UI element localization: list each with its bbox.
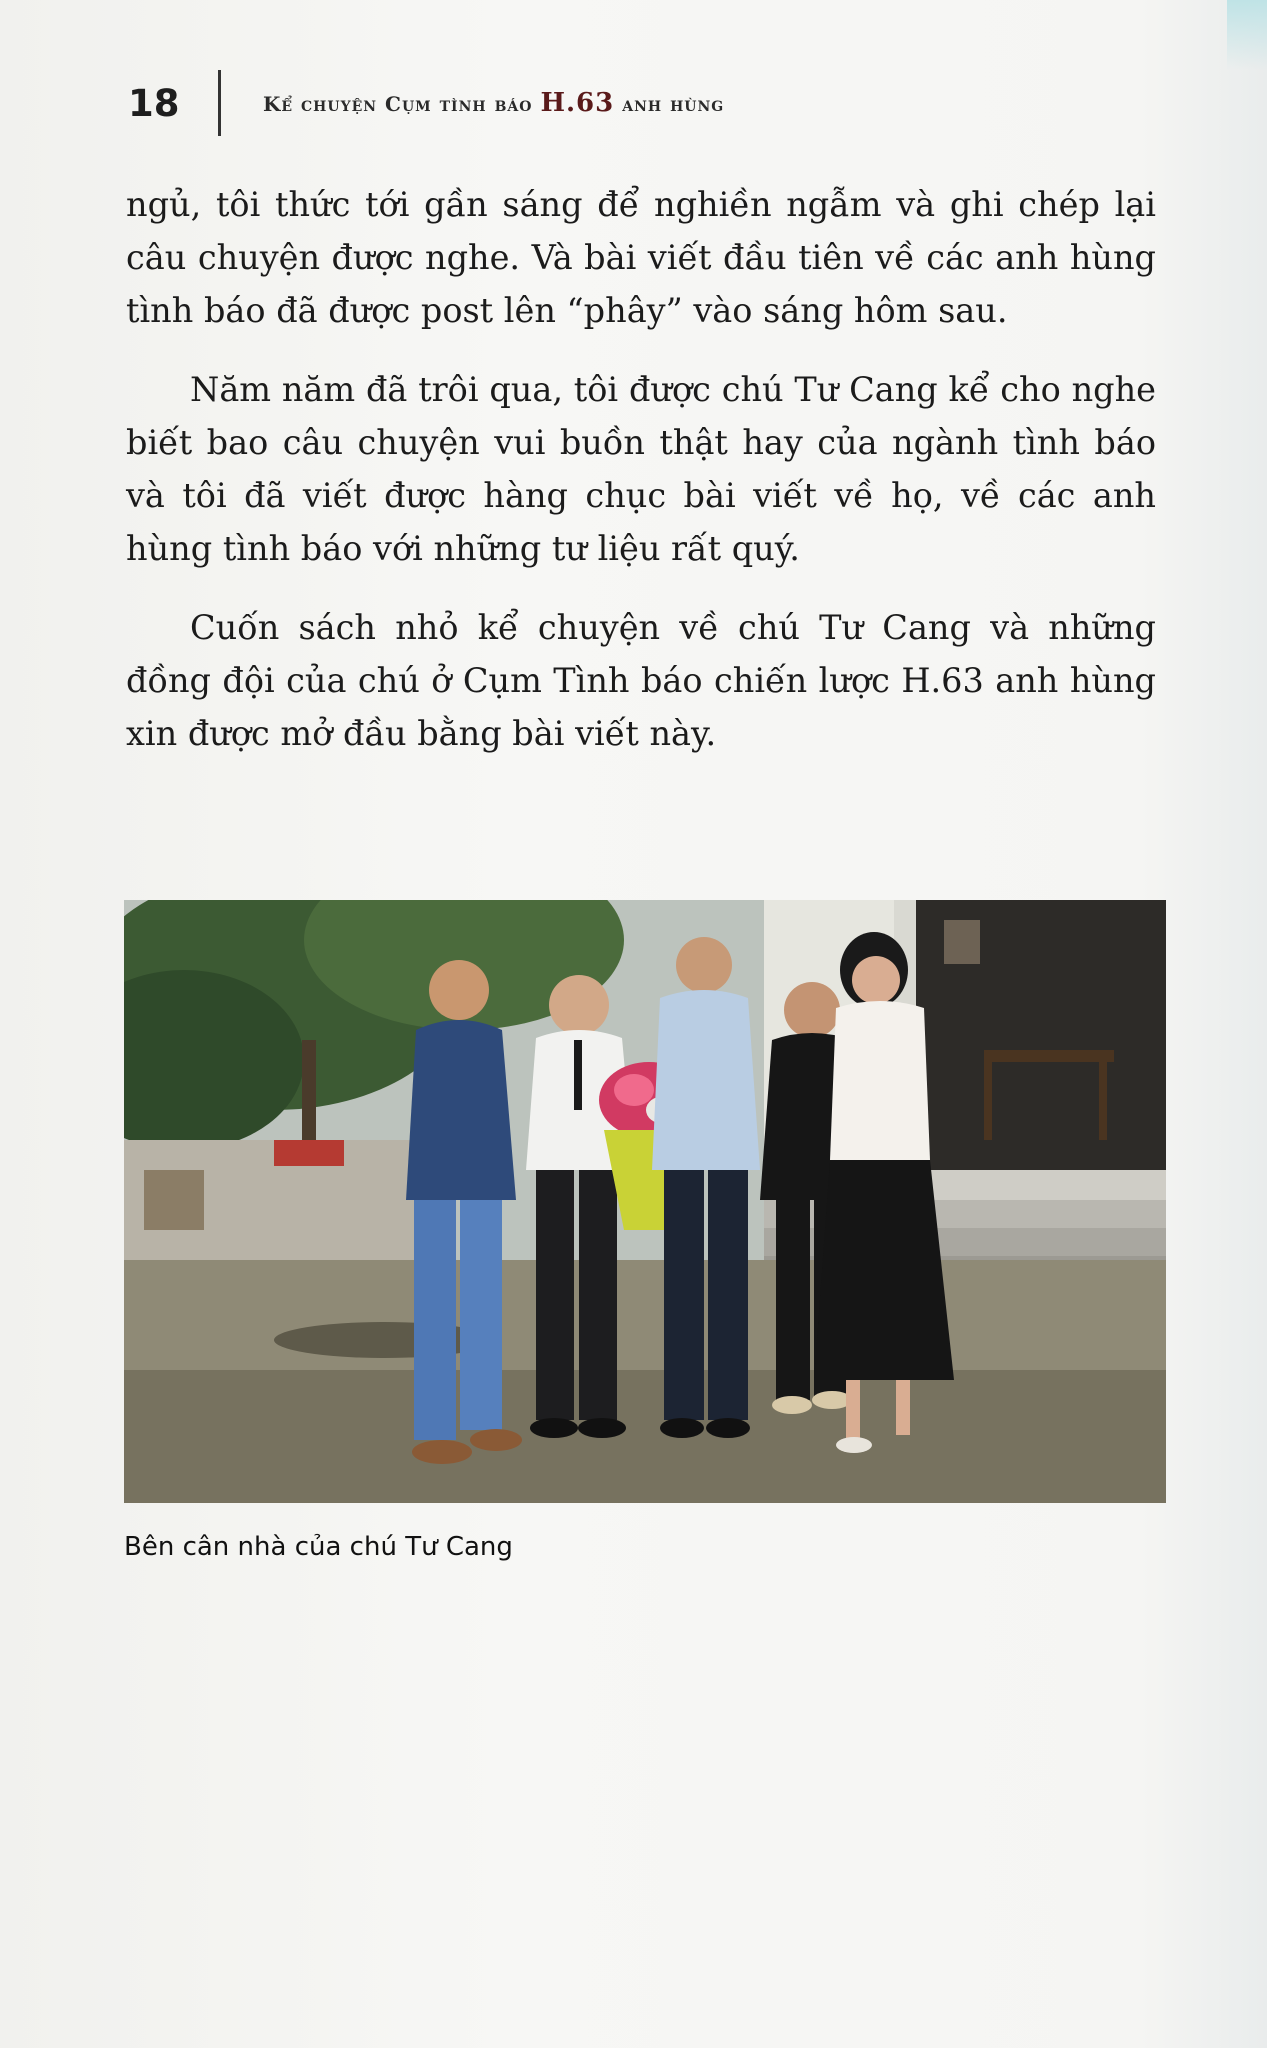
body-text [126, 178, 1156, 786]
photo-caption: Bên cân nhà của chú Tư Cang [124, 1532, 513, 1562]
paragraph-2: Năm năm đã trôi qua, tôi được chú Tư Cang kể cho nghe biết bao câu chuyện vui buồn thật hay của ngành tình báo và tôi đã viết được hàng chục bài viết về họ, về các anh hùng tình báo với những tư liệu rất quý. [126, 370, 1156, 568]
group-photo [124, 900, 1166, 1503]
running-title-mid: Cụm tình báo [385, 92, 533, 116]
page-number: 18 [128, 81, 180, 125]
running-header [128, 70, 724, 136]
group-photo-illustration [124, 900, 1166, 1503]
running-title-code: H.63 [540, 88, 615, 118]
running-title [263, 88, 724, 118]
paragraph-3: Cuốn sách nhỏ kể chuyện về chú Tư Cang và những đồng đội của chú ở Cụm Tình báo chiến lược H.63 anh hùng xin được mở đầu bằng bài viết này. [126, 608, 1156, 753]
header-divider [218, 70, 221, 136]
running-title-pre: Kể chuyện [263, 92, 378, 116]
running-title-post: anh hùng [622, 92, 725, 116]
page-edge-tint [1227, 0, 1267, 70]
paragraph-1: ngủ, tôi thức tới gần sáng để nghiền ngẫm và ghi chép lại câu chuyện được nghe. Và bài viết đầu tiên về các anh hùng tình báo đã được post lên “phây” vào sáng hôm sau. [126, 185, 1156, 330]
